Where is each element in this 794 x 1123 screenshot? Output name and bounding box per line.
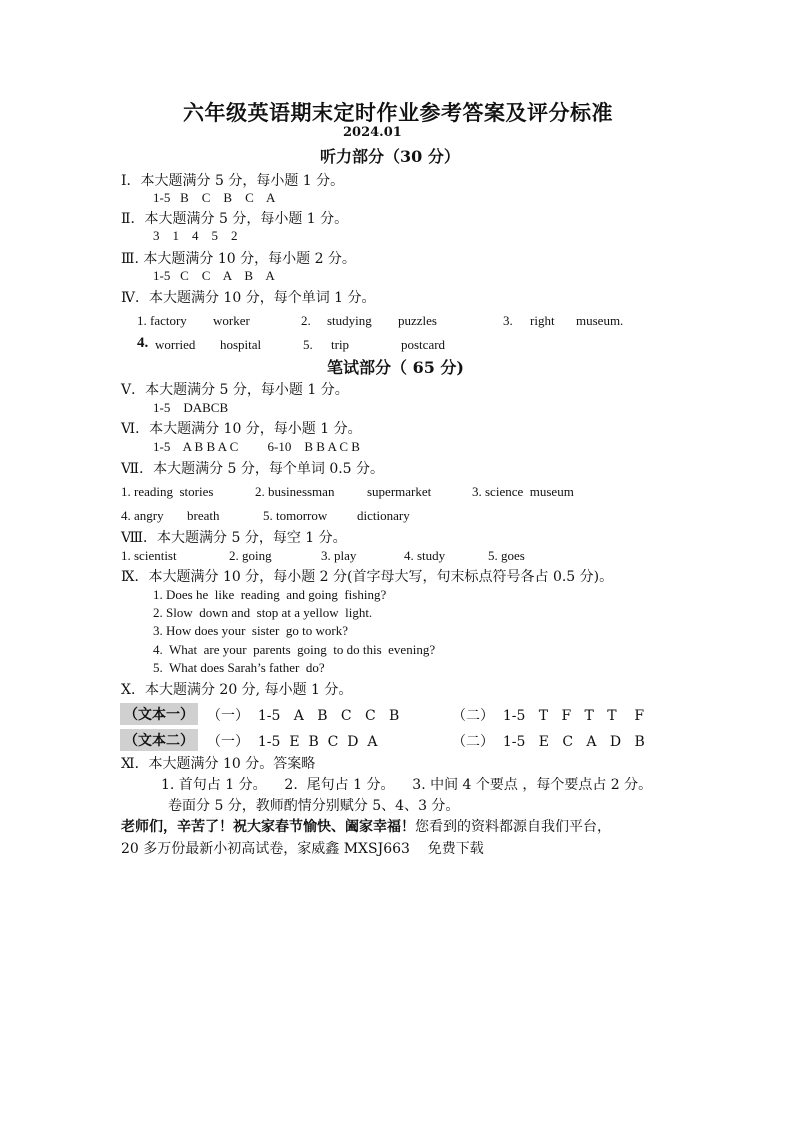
question-6-label: Ⅵ．本大题满分 10 分，每小题 1 分。 [121, 421, 362, 437]
page-title: 六年级英语期末定时作业参考答案及评分标准 [183, 100, 613, 125]
q4-word: right [530, 313, 555, 328]
text-1-part-2: （二） 1-5 T F T T F [452, 708, 645, 724]
text-1-part-1: （一） 1-5 A B C C B [207, 708, 400, 724]
q7-word: 1. reading stories [121, 484, 214, 499]
question-11-label: Ⅺ．本大题满分 10 分。答案略 [121, 756, 316, 772]
q7-word: 2. businessman [255, 484, 335, 499]
footer-source: 您看到的资料都源自我们平台， [415, 819, 611, 835]
q7-word: 4. angry [121, 508, 164, 523]
q4-word: puzzles [398, 313, 437, 328]
question-1-answer: 1-5 B C B C A [153, 190, 276, 205]
q8-answer: 3. play [321, 548, 357, 563]
question-2-answer: 3 1 4 5 2 [153, 228, 238, 243]
q4-word: trip [331, 337, 350, 352]
q4-word: studying [327, 313, 372, 328]
text-2-part-1: （一） 1-5 E B C D A [207, 734, 378, 750]
question-11-line-1: 1. 首句占 1 分。 2. 尾句占 1 分。 3. 中间 4 个要点 ，每个要点占 2 分。 [161, 777, 653, 793]
question-3-label: Ⅲ. 本大题满分 10 分，每小题 2 分。 [121, 251, 356, 267]
footer-line-1 [121, 816, 611, 836]
question-3-answer: 1-5 C C A B A [153, 268, 275, 283]
question-9-label: Ⅸ．本大题满分 10 分，每小题 2 分(首字母大写，句末标点符号各占 0.5 分)。 [121, 569, 614, 585]
listening-heading: 听力部分（30 分） [320, 147, 460, 166]
writing-heading: 笔试部分（ 65 分) [327, 358, 464, 377]
q7-word: 5. tomorrow [263, 508, 328, 523]
q8-answer: 4. study [404, 548, 446, 563]
q8-answer: 5. goes [488, 548, 525, 563]
q9-sentence: 2. Slow down and stop at a yellow light. [153, 605, 373, 620]
text-2-part-2: （二） 1-5 E C A D B [452, 734, 645, 750]
question-5-label: Ⅴ．本大题满分 5 分，每小题 1 分。 [121, 382, 349, 398]
q4-word: museum. [576, 313, 624, 328]
question-6-answer: 1-5 A B B A C 6-10 B B A C B [153, 439, 360, 454]
footer-greeting: 老师们，辛苦了！祝大家春节愉快、阖家幸福！ [121, 819, 415, 835]
q9-sentence: 5. What does Sarah’s father do? [153, 660, 325, 675]
q4-word: 1. factory [137, 313, 187, 328]
q4-number: 4. [137, 335, 149, 351]
question-5-answer: 1-5 DABCB [153, 400, 229, 415]
q4-number: 3. [503, 313, 513, 328]
q9-sentence: 4. What are your parents going to do this evening? [153, 642, 436, 657]
question-8-label: Ⅷ．本大题满分 5 分，每空 1 分。 [121, 530, 347, 546]
q8-answer: 1. scientist [121, 548, 177, 563]
q8-answer: 2. going [229, 548, 272, 563]
q7-word: breath [187, 508, 220, 523]
q4-word: hospital [220, 337, 262, 352]
question-10-label: Ⅹ．本大题满分 20 分, 每小题 1 分。 [121, 682, 353, 698]
q9-sentence: 1. Does he like reading and going fishing? [153, 587, 387, 602]
document-date: 2024.01 [343, 125, 402, 140]
footer-line-2: 20 多万份最新小初高试卷，家威鑫 MXSJ663 免费下载 [121, 841, 484, 857]
q7-word: dictionary [357, 508, 410, 523]
q4-word: worried [155, 337, 196, 352]
question-11-line-2: 卷面分 5 分，教师酌情分别赋分 5、4、3 分。 [168, 798, 460, 814]
q7-word: supermarket [367, 484, 432, 499]
q4-word: postcard [401, 337, 446, 352]
q9-sentence: 3. How does your sister go to work? [153, 623, 348, 638]
q7-word: 3. science museum [472, 484, 574, 499]
q4-number: 2. [301, 313, 311, 328]
q4-number: 5. [303, 337, 313, 352]
text-1-tag: （文本一） [120, 703, 198, 725]
q4-word: worker [213, 313, 250, 328]
question-1-label: Ⅰ．本大题满分 5 分，每小题 1 分。 [121, 173, 345, 189]
question-7-label: Ⅶ．本大题满分 5 分，每个单词 0.5 分。 [121, 461, 385, 477]
question-2-label: Ⅱ．本大题满分 5 分，每小题 1 分。 [121, 211, 349, 227]
text-2-tag: （文本二） [120, 729, 198, 751]
question-4-label: Ⅳ．本大题满分 10 分，每个单词 1 分。 [121, 290, 376, 306]
